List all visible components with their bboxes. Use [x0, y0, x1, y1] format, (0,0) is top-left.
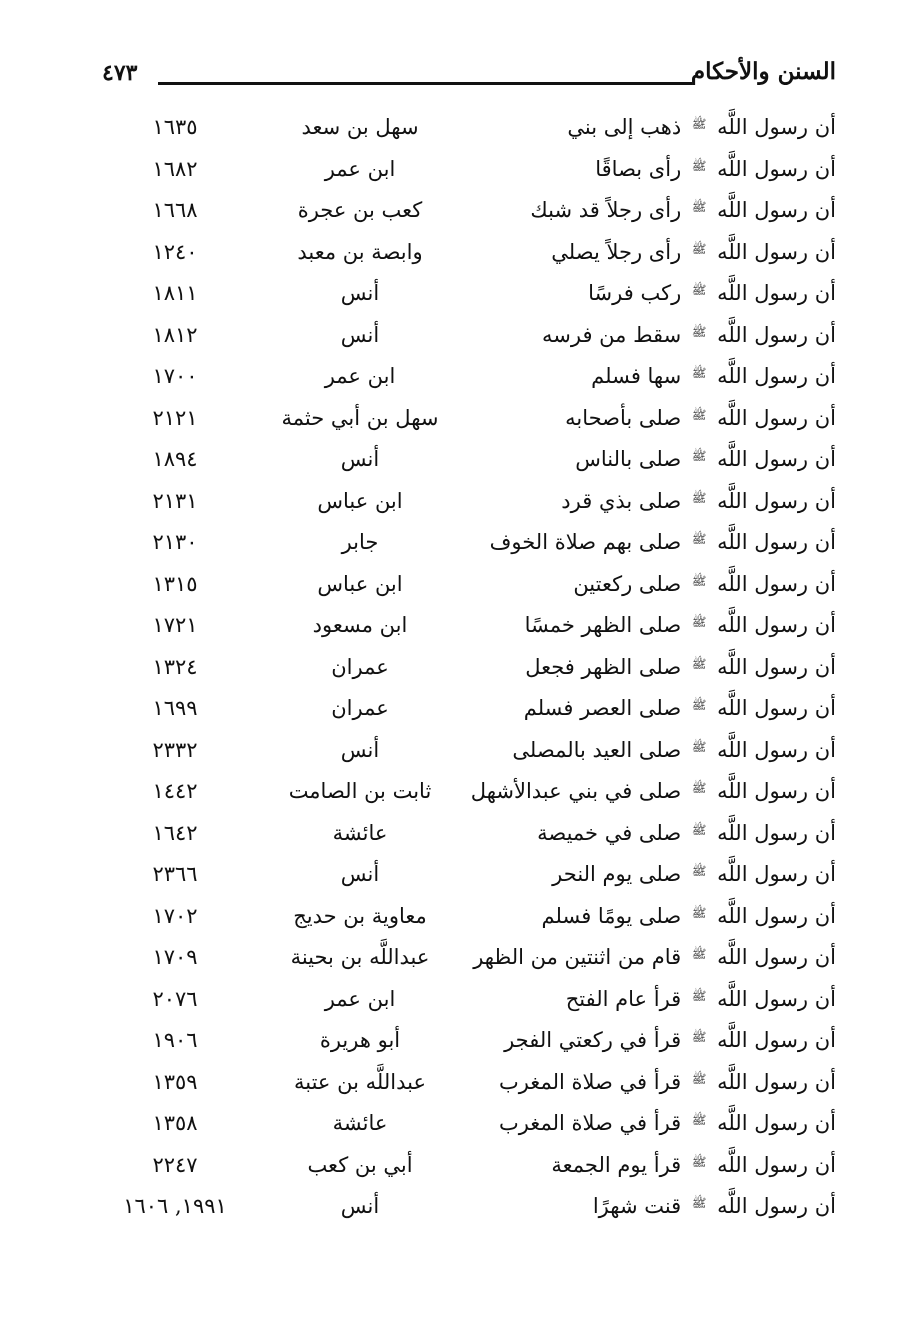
index-entry [0, 896, 916, 938]
narrator: عائشة [332, 820, 388, 845]
incipit-rest: رأى رجلاً يصلي [551, 239, 682, 264]
incipit-lead: أن رسول اللَّه [717, 115, 836, 139]
hadith-incipit [456, 1103, 836, 1145]
narrator: عمران [331, 654, 389, 679]
hadith-number: ٢٠٧٦ [152, 986, 198, 1011]
salutation-seal: ﷺ [691, 698, 707, 712]
hadith-number: ١٦٦٨ [152, 198, 198, 222]
incipit-lead: أن رسول اللَّه [717, 322, 836, 347]
salutation-seal: ﷺ [691, 822, 707, 837]
salutation-seal: ﷺ [691, 1030, 707, 1044]
hadith-incipit [456, 190, 836, 232]
narrator: ابن عباس [317, 488, 403, 513]
hadith-incipit [456, 232, 836, 274]
salutation-seal: ﷺ [691, 532, 707, 546]
incipit-lead: أن رسول اللَّه [717, 364, 836, 388]
salutation-seal: ﷺ [691, 449, 707, 463]
hadith-number: ١٨١١ [152, 281, 198, 305]
salutation-seal: ﷺ [691, 864, 707, 878]
narrator: ابن عباس [317, 571, 403, 596]
hadith-incipit [456, 273, 836, 315]
incipit-rest: قرأ يوم الجمعة [551, 1152, 682, 1177]
index-entry [0, 771, 916, 813]
narrator: أبي بن كعب [307, 1152, 413, 1177]
salutation-seal: ﷺ [691, 739, 707, 754]
hadith-incipit [456, 481, 836, 523]
hadith-number: ١٦٩٩ [152, 696, 198, 720]
incipit-rest: صلى ركعتين [573, 571, 682, 596]
incipit-rest: صلى يومًا فسلم [541, 903, 682, 928]
hadith-number: ١٣٥٨ [152, 1111, 198, 1135]
incipit-rest: صلى الظهر فجعل [525, 654, 682, 679]
hadith-incipit [456, 688, 836, 730]
incipit-rest: صلى العصر فسلم [523, 696, 682, 720]
hadith-number: ٢٣٣٢ [152, 737, 198, 762]
hadith-number: ١٨٩٤ [152, 447, 198, 471]
salutation-seal: ﷺ [691, 1154, 707, 1169]
index-entry [0, 979, 916, 1021]
hadith-number: ١٣٥٩ [152, 1069, 198, 1094]
salutation-seal: ﷺ [691, 947, 707, 961]
incipit-rest: صلى بهم صلاة الخوف [489, 530, 682, 554]
page-number: ٤٧٣ [102, 60, 138, 86]
hadith-incipit [456, 149, 836, 191]
narrator: عائشة [332, 1111, 388, 1135]
incipit-rest: صلى بالناس [575, 447, 682, 471]
narrator: ثابت بن الصامت [288, 779, 432, 803]
narrator: سهل بن أبي حثمة [281, 405, 439, 430]
incipit-lead: أن رسول اللَّه [717, 945, 836, 969]
hadith-number: ١٨١٢ [152, 322, 198, 347]
salutation-seal: ﷺ [691, 656, 707, 671]
index-entry [0, 647, 916, 689]
index-entry [0, 481, 916, 523]
narrator: وابصة بن معبد [297, 239, 423, 264]
hadith-number: ١٧٠٠ [152, 364, 198, 388]
index-entry [0, 522, 916, 564]
narrator: أنس [340, 862, 380, 886]
narrator: أنس [340, 737, 380, 762]
header-rule [158, 82, 692, 85]
incipit-lead: أن رسول اللَّه [717, 530, 836, 554]
incipit-rest: ركب فرسًا [588, 281, 682, 305]
incipit-rest: ذهب إلى بني [567, 115, 682, 139]
incipit-lead: أن رسول اللَّه [717, 903, 836, 928]
hadith-number: ١٦٨٢ [152, 156, 198, 181]
incipit-rest: رأى بصاقًا [595, 156, 682, 181]
incipit-rest: صلى يوم النحر [552, 862, 682, 886]
hadith-incipit [456, 647, 836, 689]
hadith-number: ١٦٣٥ [152, 115, 198, 139]
incipit-rest: صلى في خميصة [537, 820, 682, 845]
narrator: معاوية بن حديج [293, 903, 427, 928]
hadith-number: ١٣١٥ [152, 571, 198, 596]
incipit-lead: أن رسول اللَّه [717, 654, 836, 679]
hadith-incipit [456, 1145, 836, 1187]
incipit-lead: أن رسول اللَّه [717, 862, 836, 886]
salutation-seal: ﷺ [691, 200, 707, 214]
narrator: أنس [340, 322, 380, 347]
hadith-number: ١٣٢٤ [152, 654, 198, 679]
index-entry [0, 232, 916, 274]
running-header [100, 58, 840, 98]
narrator: أنس [340, 281, 380, 305]
incipit-rest: صلى بذي قرد [561, 488, 682, 513]
incipit-lead: أن رسول اللَّه [717, 198, 836, 222]
incipit-rest: قنت شهرًا [592, 1194, 682, 1218]
narrator: ابن عمر [324, 986, 396, 1011]
incipit-lead: أن رسول اللَّه [717, 613, 836, 637]
incipit-lead: أن رسول اللَّه [717, 1152, 836, 1177]
hadith-number: ١٧٠٢ [152, 903, 198, 928]
hadith-incipit [456, 107, 836, 149]
incipit-lead: أن رسول اللَّه [717, 1069, 836, 1094]
incipit-rest: رأى رجلاً قد شبك [530, 198, 682, 222]
index-entry [0, 107, 916, 149]
incipit-lead: أن رسول اللَّه [717, 696, 836, 720]
index-entry [0, 688, 916, 730]
hadith-incipit [456, 315, 836, 357]
narrator: ابن مسعود [312, 613, 408, 637]
hadith-number: ١٩٠٦ [152, 1028, 198, 1052]
incipit-rest: قام من اثنتين من الظهر [473, 945, 682, 969]
index-entry [0, 854, 916, 896]
salutation-seal: ﷺ [691, 1196, 707, 1210]
incipit-lead: أن رسول اللَّه [717, 571, 836, 596]
narrator: عبداللَّه بن بحينة [290, 945, 430, 969]
index-entry [0, 190, 916, 232]
incipit-lead: أن رسول اللَّه [717, 820, 836, 845]
incipit-rest: سقط من فرسه [542, 322, 682, 347]
narrator: جابر [341, 530, 379, 554]
index-entry [0, 356, 916, 398]
hadith-number: ١٧٠٩ [152, 945, 198, 969]
hadith-number: ١٤٤٢ [152, 779, 198, 803]
index-entry [0, 273, 916, 315]
incipit-lead: أن رسول اللَّه [717, 1194, 836, 1218]
incipit-rest: قرأ في ركعتي الفجر [504, 1028, 682, 1052]
narrator: عبداللَّه بن عتبة [294, 1069, 426, 1094]
hadith-number: ١٢٤٠ [152, 239, 198, 264]
hadith-number: ٢٣٦٦ [152, 862, 198, 886]
index-entries [0, 107, 916, 1228]
incipit-lead: أن رسول اللَّه [717, 281, 836, 305]
hadith-incipit [456, 896, 836, 938]
salutation-seal: ﷺ [691, 283, 707, 297]
hadith-incipit [456, 1062, 836, 1104]
salutation-seal: ﷺ [691, 490, 707, 505]
incipit-lead: أن رسول اللَّه [717, 779, 836, 803]
index-entry [0, 1020, 916, 1062]
salutation-seal: ﷺ [691, 573, 707, 588]
hadith-number: ٢٢٤٧ [152, 1152, 198, 1177]
incipit-rest: صلى في بني عبدالأشهل [470, 779, 682, 803]
hadith-incipit [456, 813, 836, 855]
hadith-number: ٢١٢١ [152, 405, 198, 430]
index-entry [0, 439, 916, 481]
salutation-seal: ﷺ [691, 781, 707, 795]
hadith-incipit [456, 398, 836, 440]
incipit-lead: أن رسول اللَّه [717, 405, 836, 430]
narrator: ابن عمر [324, 156, 396, 181]
incipit-lead: أن رسول اللَّه [717, 156, 836, 181]
hadith-incipit [456, 522, 836, 564]
incipit-lead: أن رسول اللَّه [717, 737, 836, 762]
index-entry [0, 730, 916, 772]
narrator: كعب بن عجرة [297, 198, 423, 222]
incipit-rest: قرأ عام الفتح [565, 986, 682, 1011]
hadith-incipit [456, 1020, 836, 1062]
salutation-seal: ﷺ [691, 117, 707, 131]
index-entry [0, 398, 916, 440]
index-entry [0, 1103, 916, 1145]
index-entry [0, 813, 916, 855]
index-entry [0, 1145, 916, 1187]
narrator: ابن عمر [324, 364, 396, 388]
incipit-rest: صلى بأصحابه [565, 405, 682, 430]
hadith-incipit [456, 1186, 836, 1228]
incipit-lead: أن رسول اللَّه [717, 1111, 836, 1135]
narrator: أبو هريرة [319, 1028, 401, 1052]
narrator: عمران [331, 696, 389, 720]
index-entry [0, 1186, 916, 1228]
incipit-rest: صلى العيد بالمصلى [512, 737, 682, 762]
salutation-seal: ﷺ [691, 366, 707, 380]
salutation-seal: ﷺ [691, 905, 707, 920]
salutation-seal: ﷺ [691, 241, 707, 256]
incipit-lead: أن رسول اللَّه [717, 986, 836, 1011]
index-entry [0, 937, 916, 979]
hadith-incipit [456, 937, 836, 979]
narrator: أنس [340, 447, 380, 471]
index-entry [0, 315, 916, 357]
hadith-incipit [456, 564, 836, 606]
incipit-rest: قرأ في صلاة المغرب [498, 1111, 682, 1135]
salutation-seal: ﷺ [691, 158, 707, 173]
salutation-seal: ﷺ [691, 324, 707, 339]
salutation-seal: ﷺ [691, 407, 707, 422]
hadith-number: ٢١٣١ [152, 488, 198, 513]
incipit-rest: صلى الظهر خمسًا [524, 613, 682, 637]
section-title: السنن والأحكام [690, 58, 836, 85]
hadith-number: ٢١٣٠ [152, 530, 198, 554]
narrator: سهل بن سعد [301, 115, 419, 139]
hadith-incipit [456, 730, 836, 772]
hadith-incipit [456, 356, 836, 398]
incipit-rest: قرأ في صلاة المغرب [498, 1069, 682, 1094]
incipit-lead: أن رسول اللَّه [717, 447, 836, 471]
incipit-lead: أن رسول اللَّه [717, 239, 836, 264]
hadith-incipit [456, 439, 836, 481]
index-entry [0, 1062, 916, 1104]
index-entry [0, 564, 916, 606]
hadith-number: ١٦٤٢ [152, 820, 198, 845]
hadith-incipit [456, 605, 836, 647]
narrator: أنس [340, 1194, 380, 1218]
hadith-incipit [456, 854, 836, 896]
incipit-lead: أن رسول اللَّه [717, 1028, 836, 1052]
hadith-number: ١٧٢١ [152, 613, 198, 637]
hadith-incipit [456, 979, 836, 1021]
hadith-incipit [456, 771, 836, 813]
incipit-rest: سها فسلم [591, 364, 682, 388]
salutation-seal: ﷺ [691, 1113, 707, 1127]
salutation-seal: ﷺ [691, 988, 707, 1003]
index-entry [0, 605, 916, 647]
hadith-number: ١٩٩١, ١٦٠٦ [123, 1194, 227, 1218]
incipit-lead: أن رسول اللَّه [717, 488, 836, 513]
index-entry [0, 149, 916, 191]
salutation-seal: ﷺ [691, 615, 707, 629]
salutation-seal: ﷺ [691, 1071, 707, 1086]
